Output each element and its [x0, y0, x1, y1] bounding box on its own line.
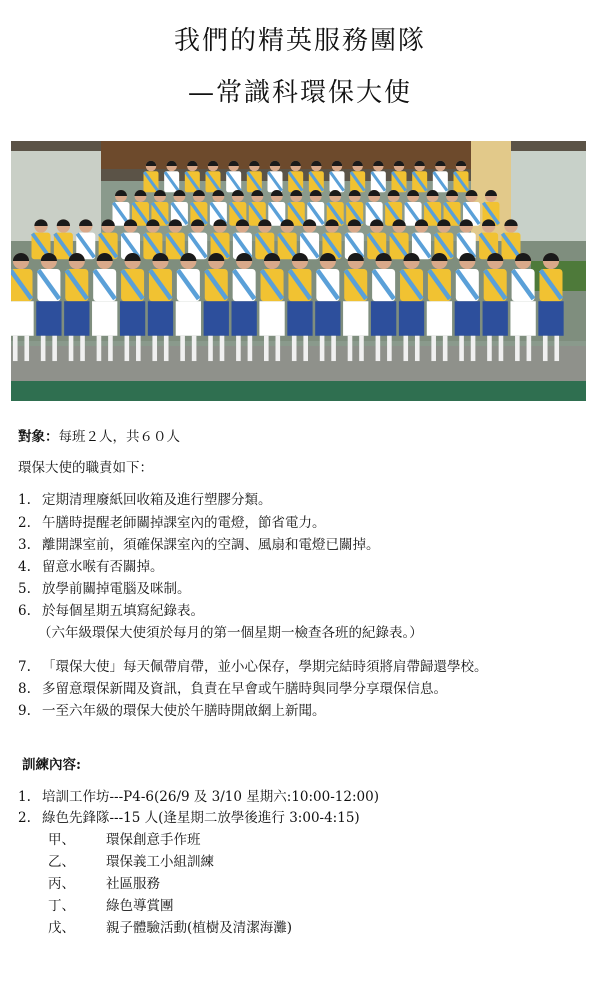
item-text: 定期清理廢紙回收箱及進行塑膠分類。 [42, 492, 272, 508]
group-photo [11, 141, 586, 401]
group-photo-icon [11, 141, 586, 401]
list-item [18, 702, 326, 720]
list-item [18, 491, 272, 509]
target-value: 每班２人，共６０人 [58, 429, 180, 445]
item-number: 1. [18, 789, 31, 805]
list-item [18, 558, 164, 576]
list-item [18, 580, 191, 598]
list-item [18, 602, 204, 620]
item-number: 2. [18, 515, 31, 531]
target-line [18, 428, 180, 446]
sub-item-mark: 丁、 [48, 898, 75, 914]
item-number: 7. [18, 659, 31, 675]
target-label: 對象： [18, 429, 59, 445]
sub-item-text: 綠色導賞團 [106, 898, 174, 914]
item-text: 午膳時提醒老師關掉課室內的電燈，節省電力。 [42, 515, 326, 531]
sub-item-text: 環保義工小組訓練 [106, 854, 214, 870]
item-text: 放學前關掉電腦及咪制。 [42, 581, 191, 597]
list-item [18, 809, 360, 827]
sub-item-text: 親子體驗活動(植樹及清潔海灘) [106, 920, 293, 936]
sub-item-mark: 丙、 [48, 876, 75, 892]
item-number: 2. [18, 810, 31, 826]
list-item [18, 536, 380, 554]
duties-heading: 環保大使的職責如下： [18, 460, 153, 476]
item-number: 8. [18, 681, 31, 697]
item-text: 於每個星期五填寫紀錄表。 [42, 603, 204, 619]
item-number: 3. [18, 537, 31, 553]
item-number: 4. [18, 559, 31, 575]
list-item [18, 788, 379, 806]
page-subtitle: —常識科環保大使 [187, 78, 412, 108]
training-heading: 訓練內容: [22, 757, 81, 773]
item-text: 綠色先鋒隊---15 人(逢星期二放學後進行 3:00-4:15) [42, 810, 360, 826]
sub-item-text: 社區服務 [106, 876, 160, 892]
sub-item-mark: 戊、 [48, 920, 75, 936]
item-number: 5. [18, 581, 31, 597]
item-text: 離開課室前，須確保課室內的空調、風扇和電燈已關掉。 [42, 537, 380, 553]
item-text: 培訓工作坊---P4-6(26/9 及 3/10 星期六:10:00-12:00) [42, 789, 379, 805]
sub-item-text: 環保創意手作班 [106, 832, 201, 848]
list-item [18, 658, 488, 676]
item-text: 「環保大使」每天佩帶肩帶，並小心保存，學期完結時須將肩帶歸還學校。 [42, 659, 488, 675]
sub-item-mark: 甲、 [48, 832, 75, 848]
list-item [18, 680, 447, 698]
item-number: 9. [18, 703, 31, 719]
page-title: 我們的精英服務團隊 [173, 26, 426, 56]
sub-item-mark: 乙、 [48, 854, 75, 870]
item-text: 一至六年級的環保大使於午膳時開啟網上新聞。 [42, 703, 326, 719]
duty-note: （六年級環保大使須於每月的第一個星期一檢查各班的紀錄表。） [38, 625, 423, 641]
item-number: 6. [18, 603, 31, 619]
item-text: 多留意環保新聞及資訊，負責在早會或午膳時與同學分享環保信息。 [42, 681, 447, 697]
item-text: 留意水喉有否關掉。 [42, 559, 164, 575]
list-item [18, 514, 326, 532]
item-number: 1. [18, 492, 31, 508]
